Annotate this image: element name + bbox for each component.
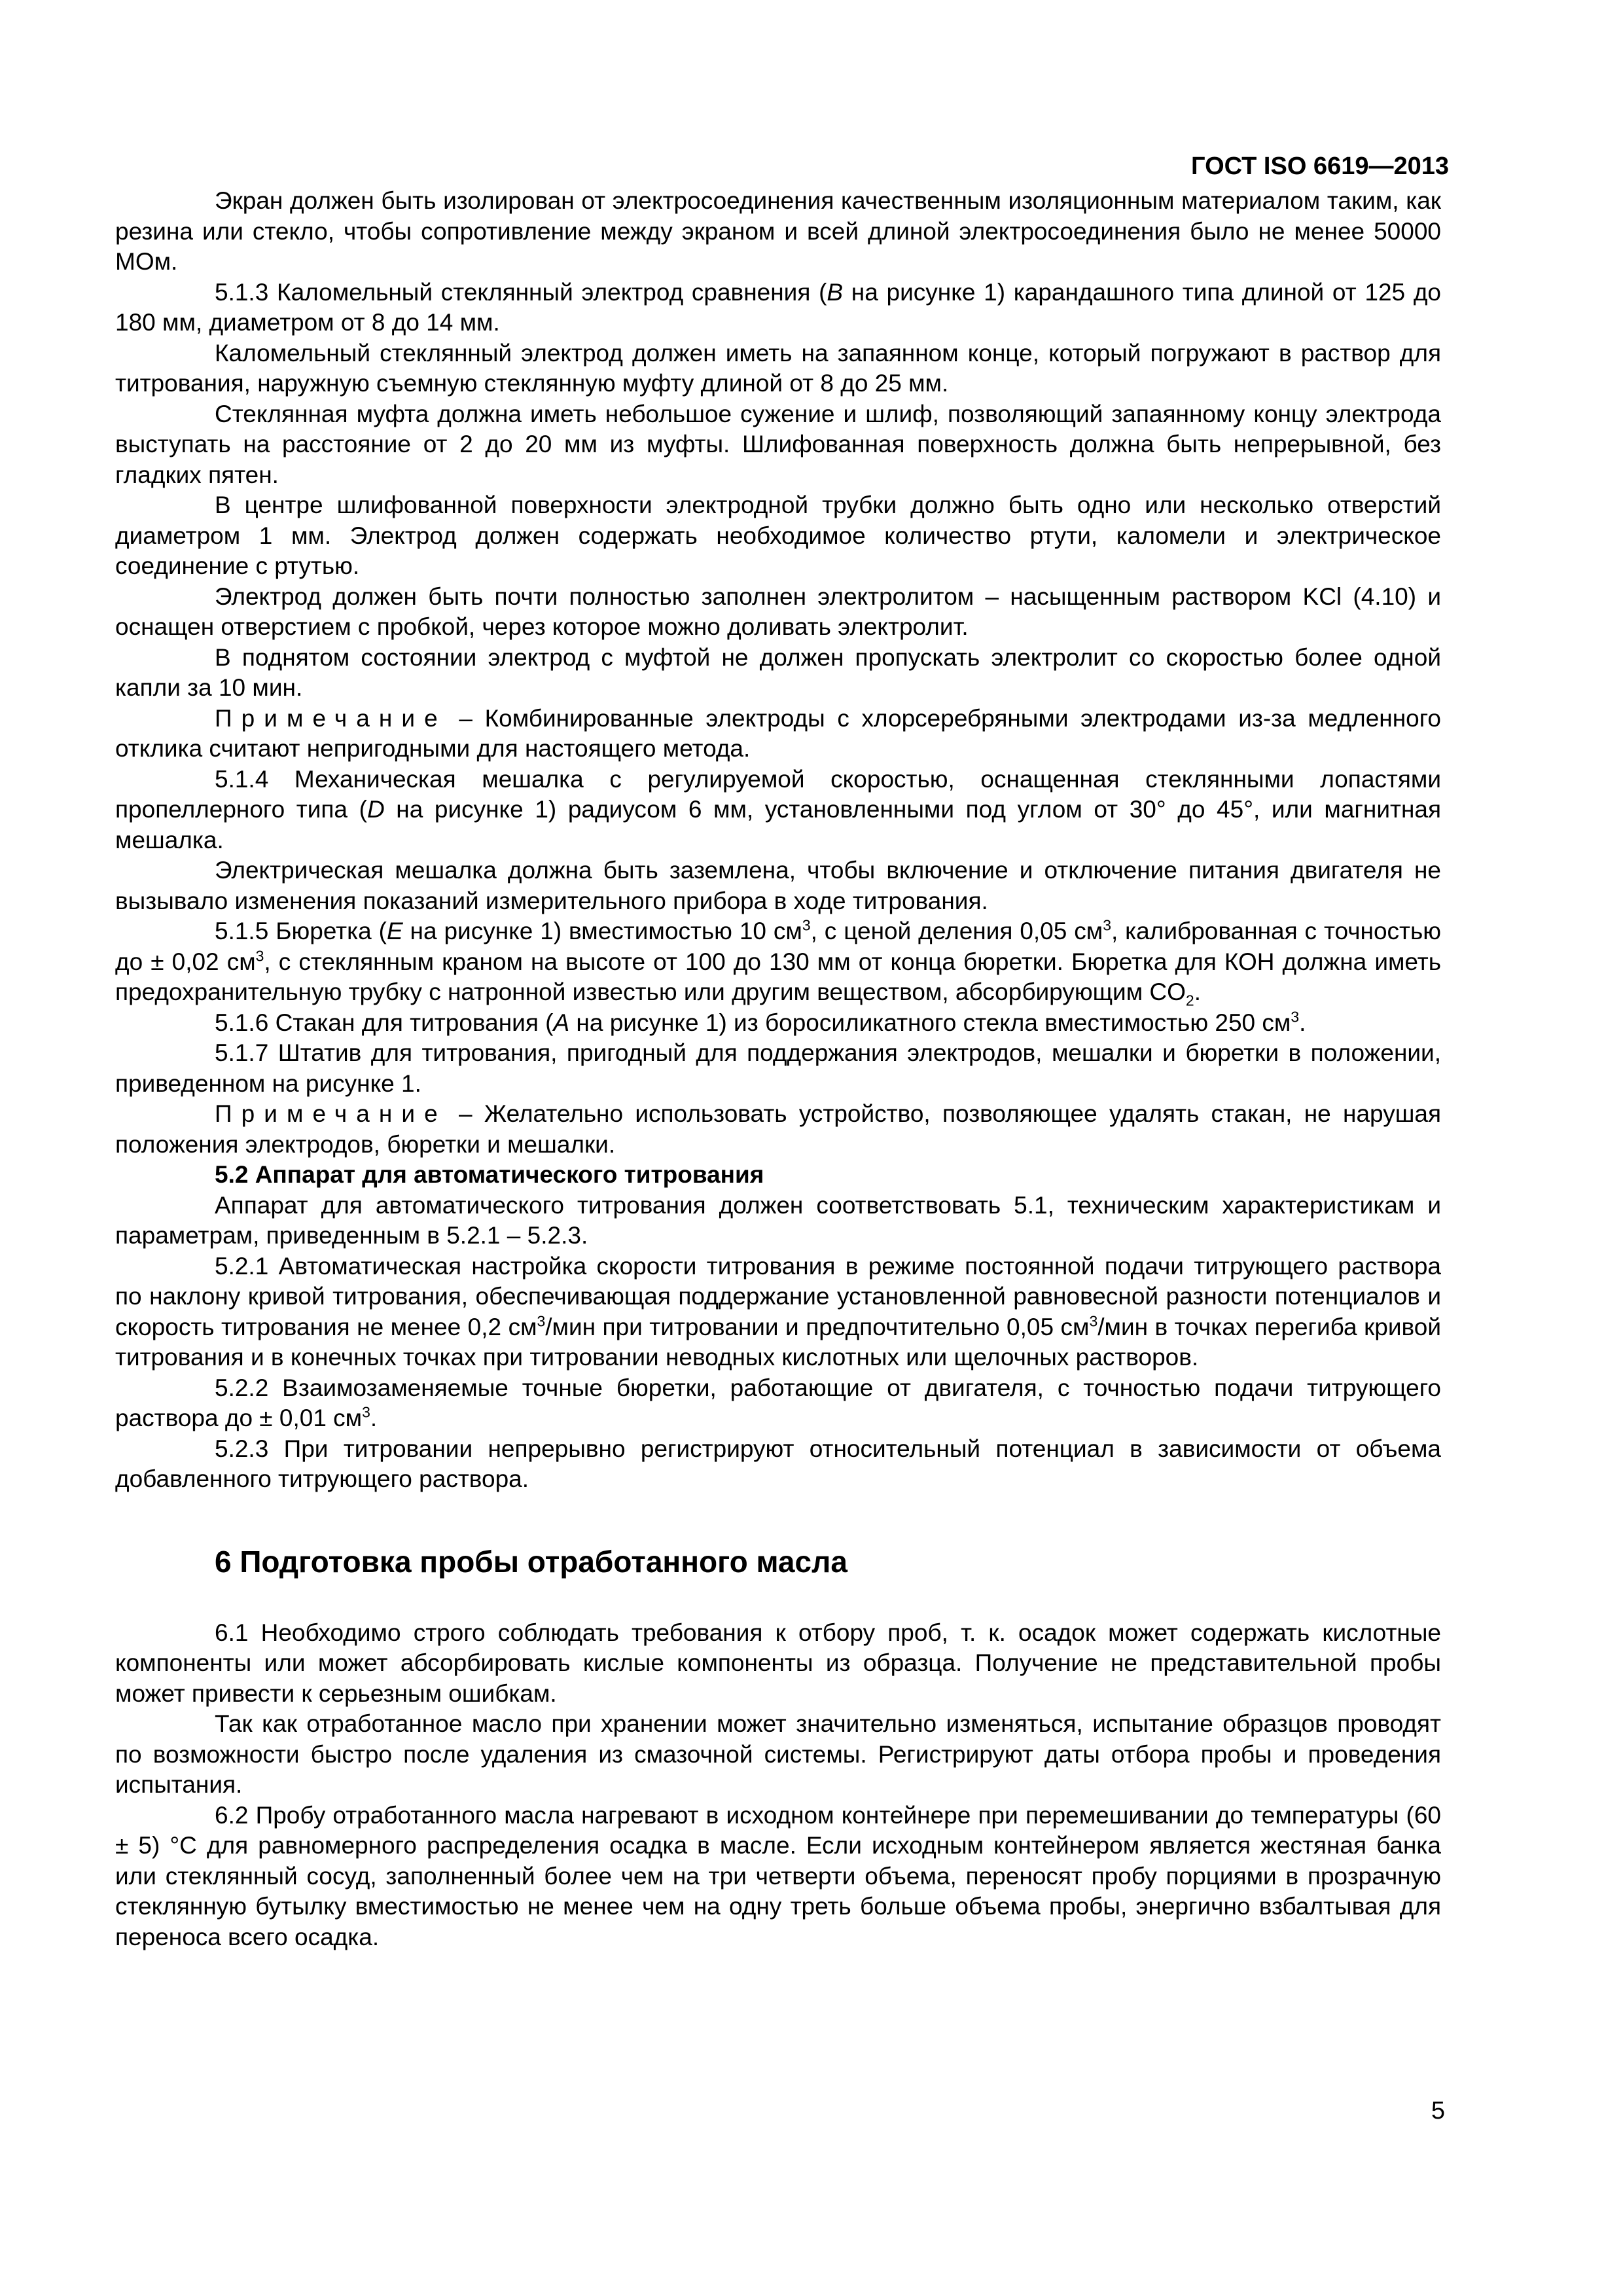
paragraph: В центре шлифованной поверхности электродной трубки должно быть одно или несколько отверстий диаметром 1 мм. Электрод должен содержать необходимое количество ртути, каломели и электрическое соединение с ртутью. [115,492,1441,579]
note-label: Примечание [215,1100,447,1127]
document-code: ГОСТ ISO 6619—2013 [1191,152,1449,180]
subsection-heading: 5.2 Аппарат для автоматического титрования [215,1161,764,1188]
document-body [115,186,1441,1952]
note: Примечание – Желательно использовать устройство, позволяющее удалять стакан, не нарушая положения электродов, бюретки и мешалки. [115,1100,1441,1158]
paragraph: Стеклянная муфта должна иметь небольшое сужение и шлиф, позволяющий запаянному концу электрода выступать на расстояние от 2 до 20 мм из муфты. Шлифованная поверхность должна быть непрерывной, без гладких пятен. [115,400,1441,488]
paragraph: Так как отработанное масло при хранении может значительно изменяться, испытание образцов проводят по возможности быстро после удаления из смазочной системы. Регистрируют даты отбора пробы и проведения испытания. [115,1710,1441,1798]
paragraph: 5.1.5 Бюретка (E на рисунке 1) вместимостью 10 $см^3$, с ценой деления 0,05 $см^3$, калиброванная с точностью до ± 0,02 $см^3$, с стеклянным краном на высоте от 100 до 130 мм от конца бюретки. Бюретка для КОН должна иметь предохранительную трубку с натронной известью или другим веществом, абсорбирующим $CO_2$. [115,916,1442,1009]
note-label: Примечание [215,704,447,732]
note: Примечание – Комбинированные электроды с хлорсеребряными электродами из-за медленного отклика считают непригодными для настоящего метода. [115,704,1441,762]
paragraph: 5.1.3 Каломельный стеклянный электрод сравнения (B на рисунке 1) карандашного типа длиной от 125 до 180 мм, диаметром от 8 до 14 мм. [115,278,1441,336]
section-heading: 6 Подготовка пробы отработанного масла [215,1544,847,1579]
paragraph: Каломельный стеклянный электрод должен иметь на запаянном конце, который погружают в раствор для титрования, наружную съемную стеклянную муфту длиной от 8 до 25 мм. [115,339,1441,397]
paragraph: 5.2.3 При титровании непрерывно регистрируют относительный потенциал в зависимости от объема добавленного титрующего раствора. [115,1435,1441,1492]
paragraph: 6.2 Пробу отработанного масла нагревают в исходном контейнере при перемешивании до температуры (60 ± 5) °C для равномерного распределения осадка в масле. Если исходным контейнером является жестяная банка или стеклянный сосуд, заполненный более чем на три четверти объема, переносят пробу порциями в прозрачную стеклянную бутылку вместимостью не менее чем на одну треть больше объема пробы, энергично взбалтывая для переноса всего осадка. [115,1801,1441,1950]
paragraph: 5.1.6 Стакан для титрования (A на рисунке 1) из боросиликатного стекла вместимостью 250 $см^3$. [215,1008,1306,1036]
paragraph: Экран должен быть изолирован от электросоединения качественным изоляционным материалом таким, как резина или стекло, чтобы сопротивление между экраном и всей длиной электросоединения было не менее 50000 МОм. [115,187,1441,275]
paragraph: 5.2.1 Автоматическая настройка скорости титрования в режиме постоянной подачи титрующего раствора по наклону кривой титрования, обеспечивающая поддержание установленной равновесной разности потенциалов и скорость титрования не менее 0,2 $см^3$/мин при титровании и предпочтительно 0,05 $см^3$/мин в точках перегиба кривой титрования и в конечных точках при титровании неводных кислотных или щелочных растворов. [115,1252,1441,1371]
paragraph: 6.1 Необходимо строго соблюдать требования к отбору проб, т. к. осадок может содержать кислотные компоненты или может абсорбировать кислые компоненты из образца. Получение не представительной пробы может привести к серьезным ошибкам. [115,1619,1441,1707]
paragraph: 5.1.4 Механическая мешалка с регулируемой скоростью, оснащенная стеклянными лопастями пропеллерного типа (D на рисунке 1) радиусом 6 мм, установленными под углом от 30° до 45°, или магнитная мешалка. [115,765,1441,853]
paragraph: В поднятом состоянии электрод с муфтой не должен пропускать электролит со скоростью более одной капли за 10 мин. [115,643,1441,701]
paragraph: 5.1.7 Штатив для титрования, пригодный для поддержания электродов, мешалки и бюретки в положении, приведенном на рисунке 1. [115,1039,1441,1097]
paragraph: Аппарат для автоматического титрования должен соответствовать 5.1, техническим характеристикам и параметрам, приведенным в 5.2.1 – 5.2.3. [115,1191,1441,1249]
paragraph: Электрическая мешалка должна быть заземлена, чтобы включение и отключение питания двигателя не вызывало изменения показаний измерительного прибора в ходе титрования. [115,857,1441,914]
paragraph: Электрод должен быть почти полностью заполнен электролитом – насыщенным раствором KCl (4.10) и оснащен отверстием с пробкой, через которое можно доливать электролит. [115,583,1441,640]
page-number: 5 [1431,2097,1445,2125]
paragraph: 5.2.2 Взаимозаменяемые точные бюретки, работающие от двигателя, с точностью подачи титрующего раствора до ± 0,01 $см^3$. [115,1374,1441,1431]
